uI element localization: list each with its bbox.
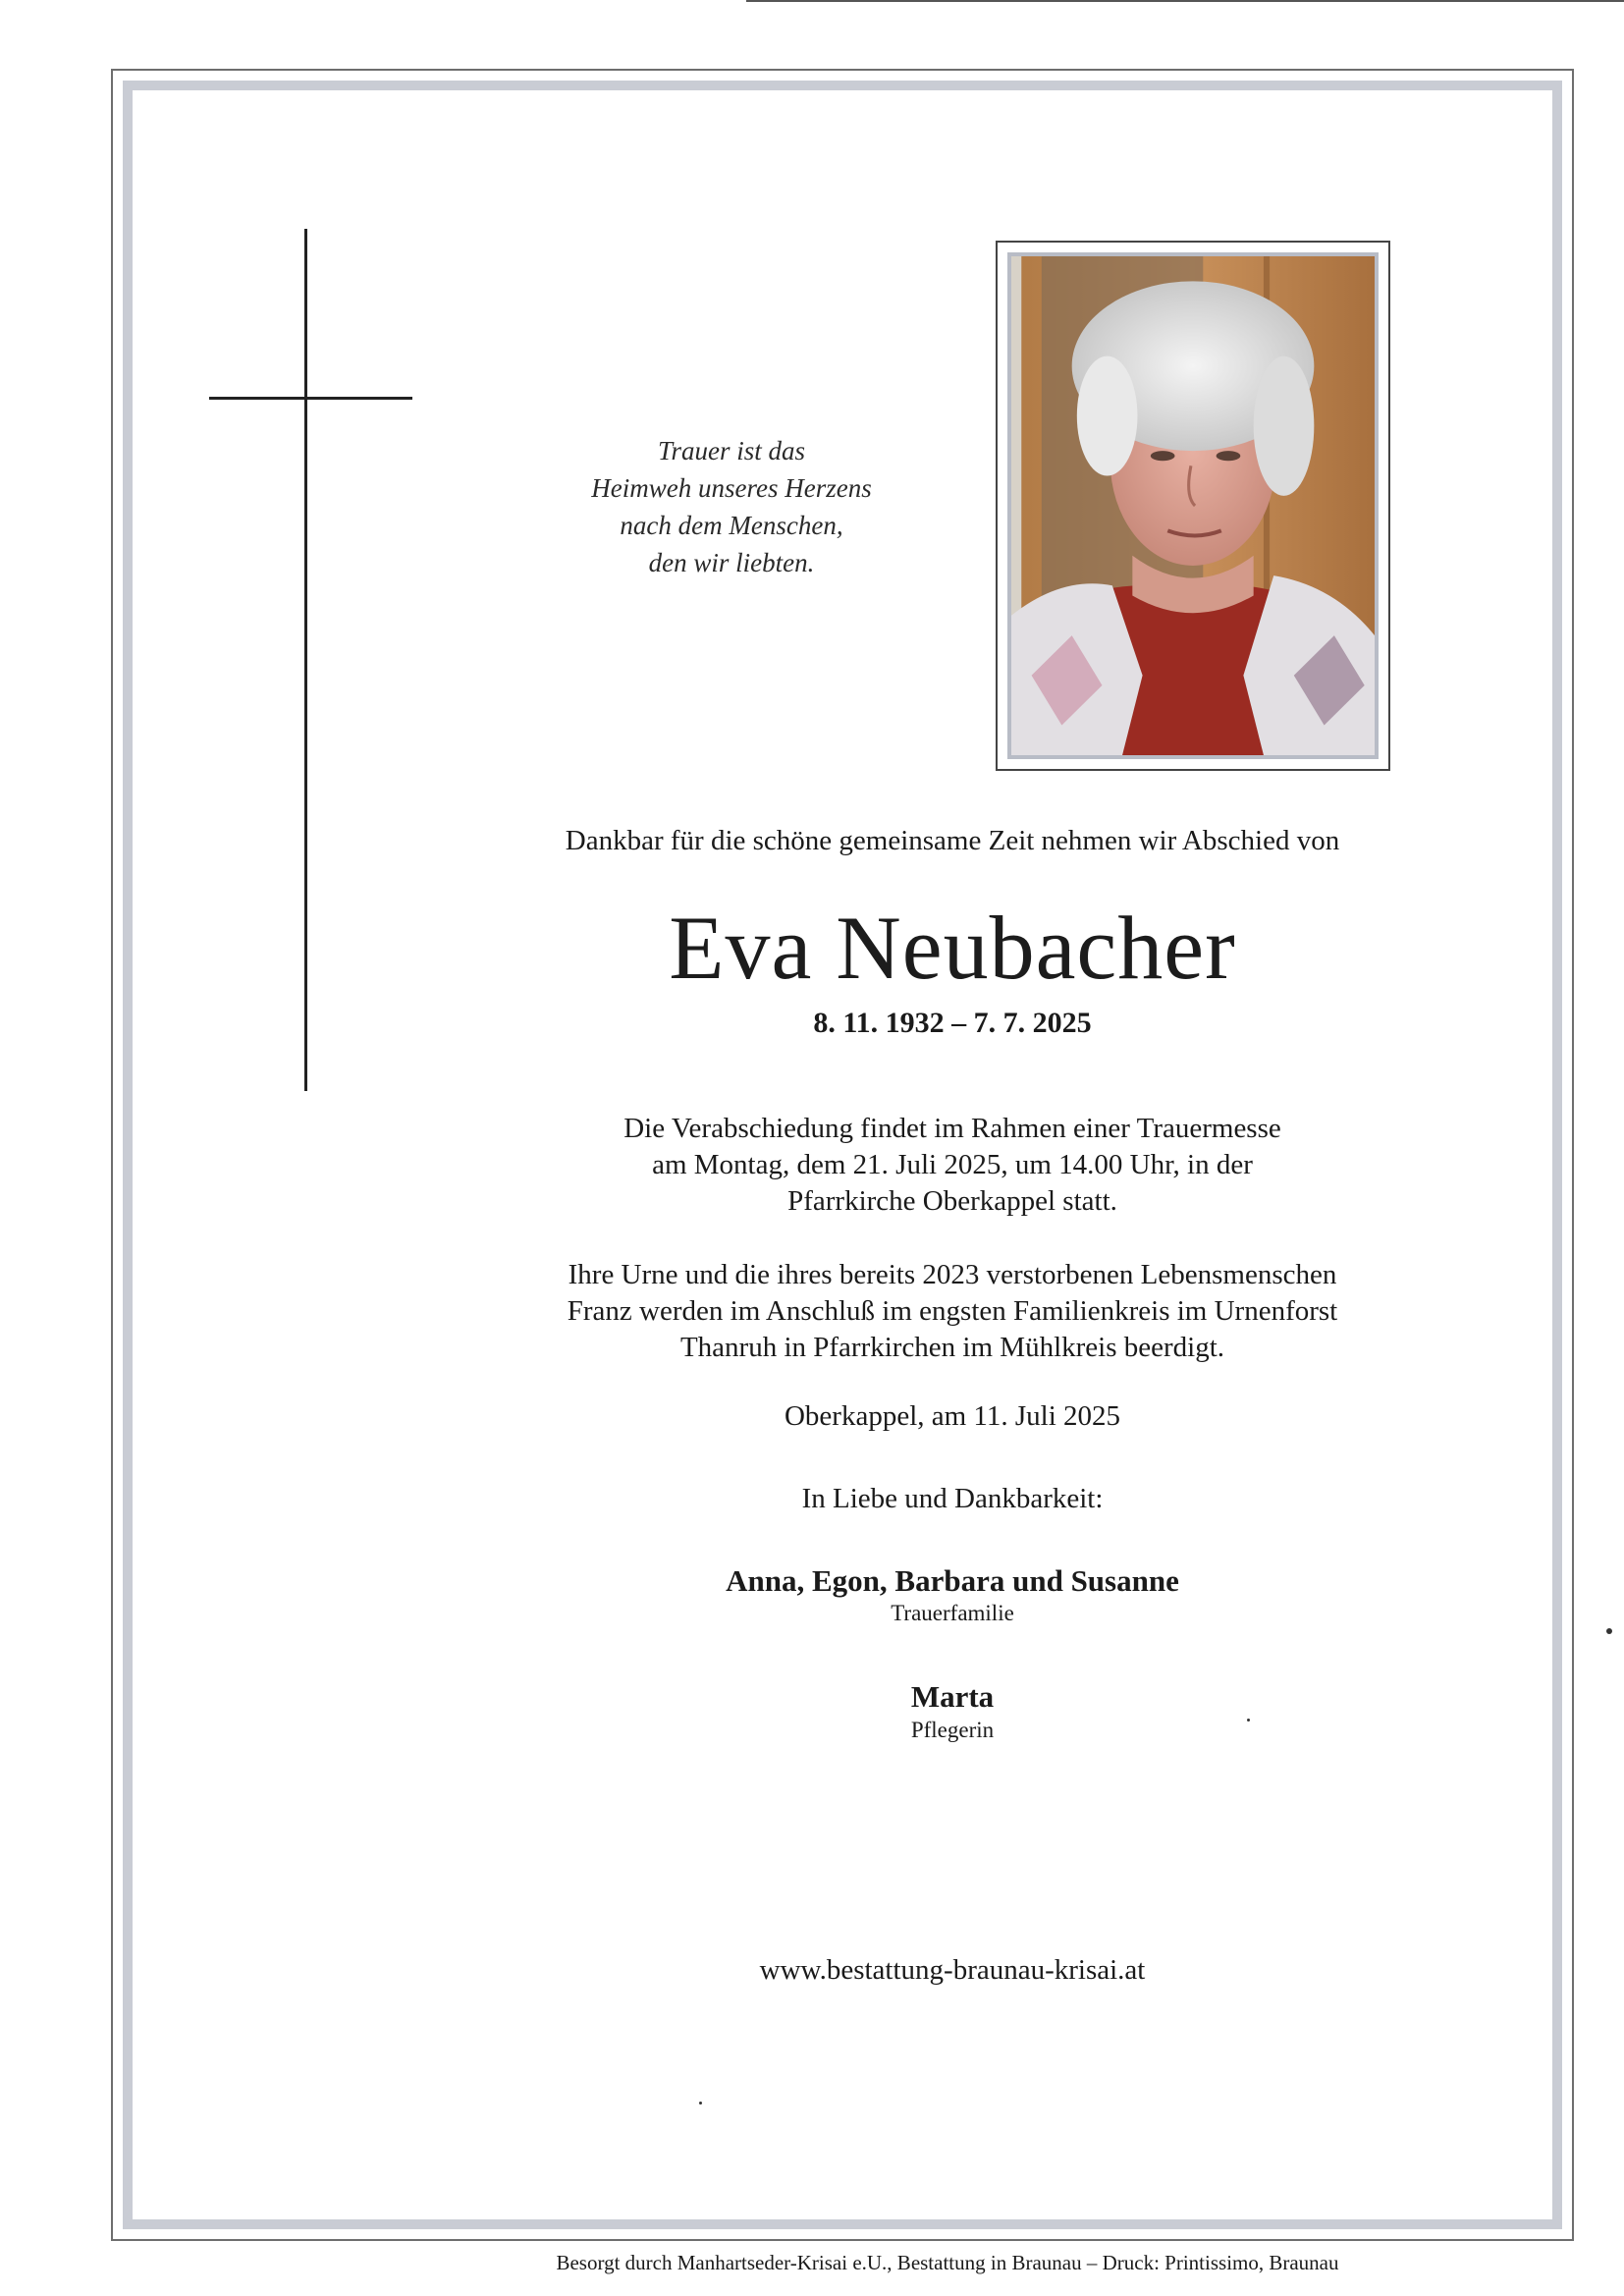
cross-icon-vertical-beam [304, 229, 307, 1091]
top-edge-rule [746, 0, 1624, 2]
burial-line: Franz werden im Anschluß im engsten Familienkreis im Urnenforst [567, 1295, 1338, 1327]
printer-footer: Besorgt durch Manhartseder-Krisai e.U., Bestattung in Braunau – Druck: Printissimo, Braunau [556, 2251, 1339, 2274]
deceased-name: Eva Neubacher [669, 898, 1236, 998]
mourner-role: Pflegerin [910, 1718, 995, 1742]
farewell-intro: Dankbar für die schöne gemeinsame Zeit nehmen wir Abschied von [565, 825, 1340, 856]
scan-speck [699, 2102, 702, 2105]
burial-line: Thanruh in Pfarrkirchen im Mühlkreis beerdigt. [679, 1332, 1225, 1363]
scan-speck [1606, 1628, 1612, 1634]
cross-icon-horizontal-beam [209, 397, 412, 400]
quote-line: den wir liebten. [648, 548, 815, 577]
quote-line: nach dem Menschen, [620, 511, 843, 540]
mourner-role: Trauerfamilie [891, 1601, 1014, 1625]
mourner-names: Anna, Egon, Barbara und Susanne [726, 1563, 1179, 1598]
website-link[interactable]: www.bestattung-braunau-krisai.at [759, 1954, 1146, 1986]
ceremony-line: am Montag, dem 21. Juli 2025, um 14.00 Uhr, in der [652, 1149, 1253, 1180]
burial-line: Ihre Urne und die ihres bereits 2023 verstorbenen Lebensmenschen [568, 1259, 1337, 1290]
ceremony-line: Die Verabschiedung findet im Rahmen einer Trauermesse [623, 1113, 1281, 1144]
quote-line: Heimweh unseres Herzens [591, 473, 872, 503]
place-and-date: Oberkappel, am 11. Juli 2025 [784, 1400, 1121, 1432]
memorial-quote [530, 432, 933, 581]
scan-speck [1247, 1719, 1250, 1722]
burial-details [393, 1257, 1512, 1366]
life-dates: 8. 11. 1932 – 7. 7. 2025 [813, 1007, 1092, 1039]
portrait-photo-frame [996, 241, 1390, 771]
quote-line: Trauer ist das [657, 436, 806, 465]
mourner-names: Marta [910, 1679, 995, 1714]
portrait-photo [1011, 256, 1375, 755]
closing-phrase: In Liebe und Dankbarkeit: [801, 1483, 1104, 1514]
ceremony-line: Pfarrkirche Oberkappel statt. [787, 1185, 1117, 1217]
ceremony-details [393, 1111, 1512, 1220]
